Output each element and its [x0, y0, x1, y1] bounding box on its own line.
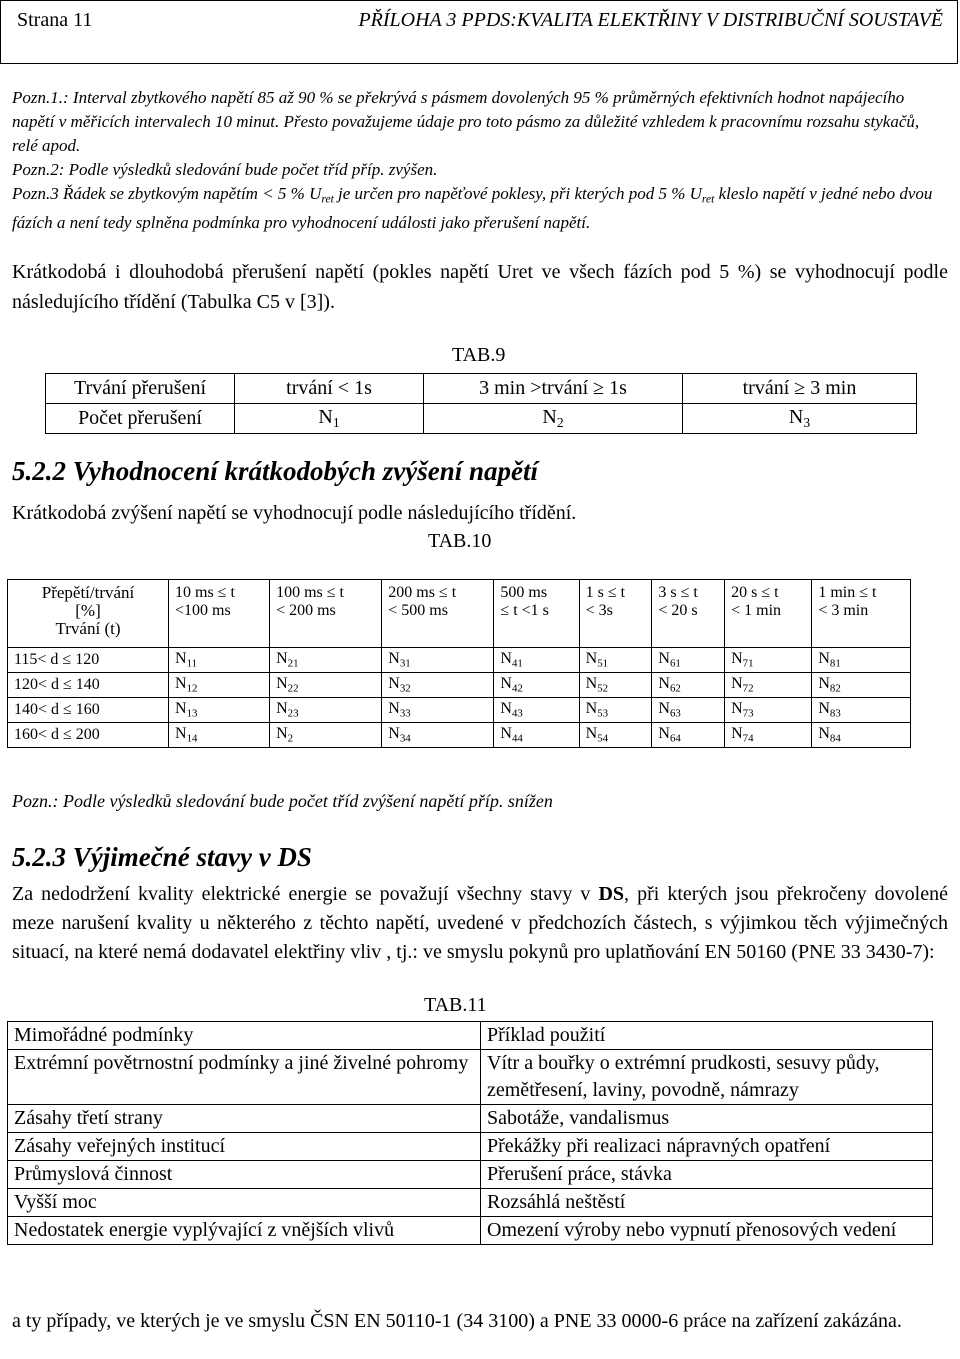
tab10-cell: $N_{62}$ — [652, 673, 725, 698]
tab10-cell: $N_{44}$ — [494, 723, 579, 748]
tab10-cell: $N_{53}$ — [579, 698, 652, 723]
tab11-head-cell: Mimořádné podmínky — [8, 1022, 481, 1050]
tab11-cell: Sabotáže, vandalismus — [481, 1105, 933, 1133]
tab10-cell: $N_{31}$ — [382, 648, 494, 673]
tab10-cell: $N_{71}$ — [725, 648, 812, 673]
tab10-row — [8, 698, 911, 723]
tab9-caption: TAB.9 — [452, 344, 506, 366]
tab10-caption: TAB.10 — [428, 530, 492, 552]
tab10-table — [7, 579, 911, 748]
tab11-cell: Vyšší moc — [8, 1189, 481, 1217]
tab9-cell: Trvání přerušení — [46, 374, 235, 404]
note-2: Pozn.2: Podle výsledků sledování bude počet tříd příp. zvýšen. — [12, 160, 438, 179]
tab10-header-cell: 100 ms ≤ t < 200 ms — [270, 580, 382, 648]
tab10-cell: $N_{63}$ — [652, 698, 725, 723]
tab11-caption: TAB.11 — [424, 994, 487, 1016]
tab10-row — [8, 648, 911, 673]
tab10-cell: $N_{14}$ — [169, 723, 270, 748]
tab10-cell: $N_{22}$ — [270, 673, 382, 698]
tab10-corner-cell: Přepětí/trvání [%] Trvání (t) — [8, 580, 169, 648]
tab10-cell: $N_{74}$ — [725, 723, 812, 748]
tab10-row-label: 120< d ≤ 140 — [8, 673, 169, 698]
section-523-heading: 5.2.3 Výjimečné stavy v DS — [12, 842, 312, 872]
tab11-head-cell: Příklad použití — [481, 1022, 933, 1050]
tab10-header-cell: 3 s ≤ t < 20 s — [652, 580, 725, 648]
tab11-table — [7, 1021, 933, 1245]
document-title: PŘÍLOHA 3 PPDS:KVALITA ELEKTŘINY V DISTRIBUČNÍ SOUSTAVĚ — [358, 9, 943, 31]
page-number: Strana 11 — [17, 9, 93, 31]
note-after-tab10: Pozn.: Podle výsledků sledování bude počet tříd zvýšení napětí příp. snížen — [12, 791, 553, 811]
tab11-cell: Překážky při realizaci nápravných opatření — [481, 1133, 933, 1161]
tab10-row — [8, 723, 911, 748]
tab10-cell: $N_{12}$ — [169, 673, 270, 698]
tab10-header-cell: 1 s ≤ t < 3s — [579, 580, 652, 648]
tab10-cell: $N_{73}$ — [725, 698, 812, 723]
section-522-heading: 5.2.2 Vyhodnocení krátkodobých zvýšení napětí — [12, 456, 538, 486]
tab10-cell: $N_2$ — [270, 723, 382, 748]
tab10-cell: $N_{81}$ — [812, 648, 911, 673]
tab11-cell: Omezení výroby nebo vypnutí přenosových vedení — [481, 1217, 933, 1245]
section-522-text: Krátkodobá zvýšení napětí se vyhodnocují podle následujícího třídění. — [12, 502, 577, 524]
section-523-text: Za nedodržení kvality elektrické energie se považují všechny stavy v DS, při kterých jsou překročeny dovolené meze narušení kvality u některého z těchto napětí, uvedené v předchozích částech, s výjimkou těch výjimečných situací, na které nemá dodavatel elektřiny vliv , tj.: ve smyslu pokynů pro uplatňování EN 50160 (PNE 33 3430-7): — [12, 883, 948, 963]
tab9-cell: Počet přerušení — [46, 404, 235, 434]
tab10-row-label: 140< d ≤ 160 — [8, 698, 169, 723]
tab10-cell: $N_{64}$ — [652, 723, 725, 748]
tab11-cell: Průmyslová činnost — [8, 1161, 481, 1189]
tab10-cell: $N_{13}$ — [169, 698, 270, 723]
note-3: Pozn.3 Řádek se zbytkovým napětím < 5 % $U_{ret}$ je určen pro napěťové poklesy, při kterých pod 5 % $U_{ret}$ kleslo napětí v jedné nebo dvou fázích a není tedy splněna podmínka pro vyhodnocení události jako přerušení napětí. — [12, 184, 933, 233]
tab10-header-cell: 20 s ≤ t < 1 min — [725, 580, 812, 648]
tab10-header-cell: 10 ms ≤ t <100 ms — [169, 580, 270, 648]
tab10-cell: $N_{83}$ — [812, 698, 911, 723]
closing-paragraph: a ty případy, ve kterých je ve smyslu ČSN EN 50110-1 (34 3100) a PNE 33 0000-6 práce na zařízení zakázána. — [12, 1310, 902, 1332]
tab10-cell: $N_{11}$ — [169, 648, 270, 673]
tab10-cell: $N_{34}$ — [382, 723, 494, 748]
tab9-cell: trvání ≥ 3 min — [683, 374, 917, 404]
tab10-cell: $N_{61}$ — [652, 648, 725, 673]
tab9-table — [45, 373, 917, 434]
tab10-row — [8, 673, 911, 698]
tab10-cell: $N_{43}$ — [494, 698, 579, 723]
tab11-cell: Extrémní povětrnostní podmínky a jiné živelné pohromy — [8, 1050, 481, 1105]
tab10-cell: $N_{32}$ — [382, 673, 494, 698]
tab11-cell: Zásahy třetí strany — [8, 1105, 481, 1133]
tab10-cell: $N_{52}$ — [579, 673, 652, 698]
tab10-cell: $N_{42}$ — [494, 673, 579, 698]
tab11-cell: Přerušení práce, stávka — [481, 1161, 933, 1189]
tab10-cell: $N_{21}$ — [270, 648, 382, 673]
page-header — [0, 0, 958, 64]
tab11-cell: Zásahy veřejných institucí — [8, 1133, 481, 1161]
interruption-paragraph: Krátkodobá i dlouhodobá přerušení napětí (pokles napětí Uret ve všech fázích pod 5 %) se vyhodnocují podle následujícího třídění (Tabulka C5 v [3]). — [12, 261, 948, 313]
tab10-header-cell: 500 ms ≤ t <1 s — [494, 580, 579, 648]
tab9-cell: 3 min >trvání ≥ 1s — [424, 374, 683, 404]
tab10-row-label: 160< d ≤ 200 — [8, 723, 169, 748]
tab10-row-label: 115< d ≤ 120 — [8, 648, 169, 673]
tab9-cell: trvání < 1s — [235, 374, 424, 404]
tab10-cell: $N_{23}$ — [270, 698, 382, 723]
tab10-cell: $N_{54}$ — [579, 723, 652, 748]
tab10-header-cell: 1 min ≤ t < 3 min — [812, 580, 911, 648]
tab9-cell: $N_1$ — [235, 404, 424, 434]
tab10-cell: $N_{33}$ — [382, 698, 494, 723]
tab11-cell: Rozsáhlá neštěstí — [481, 1189, 933, 1217]
note-1: Pozn.1.: Interval zbytkového napětí 85 až 90 % se překrývá s pásmem dovolených 95 % průměrných efektivních hodnot napájecího napětí v měřicích intervalech 10 minut. Přesto považujeme údaje pro toto pásmo za důležité vzhledem k pracovnímu rozsahu stykačů, relé apod. — [12, 88, 920, 155]
tab11-cell: Vítr a bouřky o extrémní prudkosti, sesuvy půdy, zemětřesení, laviny, povodně, námrazy — [481, 1050, 933, 1105]
tab10-header-cell: 200 ms ≤ t < 500 ms — [382, 580, 494, 648]
tab10-cell: $N_{72}$ — [725, 673, 812, 698]
tab10-cell: $N_{84}$ — [812, 723, 911, 748]
tab9-cell: $N_2$ — [424, 404, 683, 434]
tab10-cell: $N_{82}$ — [812, 673, 911, 698]
tab10-cell: $N_{41}$ — [494, 648, 579, 673]
tab10-cell: $N_{51}$ — [579, 648, 652, 673]
tab11-cell: Nedostatek energie vyplývající z vnějších vlivů — [8, 1217, 481, 1245]
tab9-cell: $N_3$ — [683, 404, 917, 434]
